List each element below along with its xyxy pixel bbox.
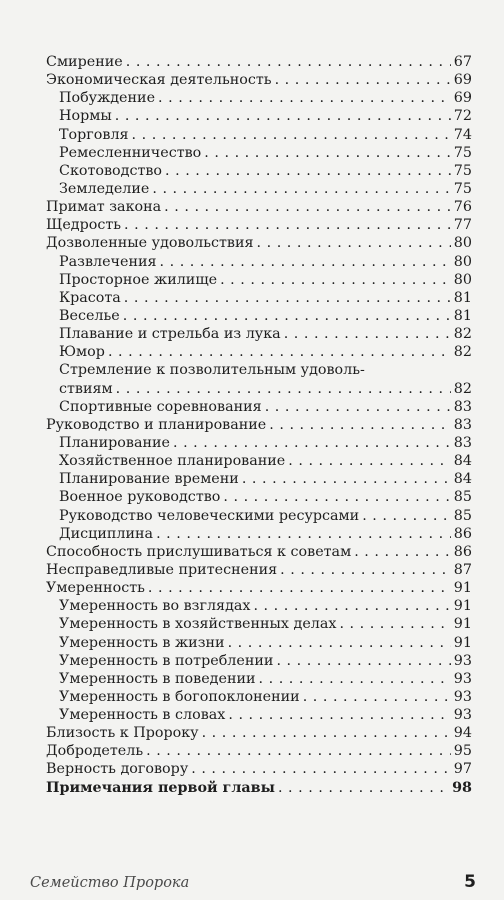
dot-leader — [280, 561, 451, 579]
dot-leader — [148, 579, 451, 597]
toc-entry-page: 77 — [453, 217, 472, 234]
toc-entry-page: 98 — [452, 779, 472, 796]
toc-entry-title: Юмор — [59, 344, 105, 361]
toc-entry-page: 81 — [453, 289, 472, 306]
toc-entry-title: Торговля — [59, 126, 129, 143]
toc-entry — [46, 307, 472, 325]
toc-entry — [46, 325, 472, 343]
dot-leader — [126, 53, 451, 71]
toc-entry-title: Побуждение — [59, 90, 156, 107]
dot-leader — [284, 325, 451, 343]
toc-entry-title: Дисциплина — [59, 525, 154, 542]
toc-entry-title: Близость к Пророку — [46, 725, 199, 742]
toc-entry-title: Умеренность в словах — [59, 707, 226, 724]
toc-entry-title: Земледелие — [59, 180, 150, 197]
toc-entry — [46, 434, 472, 452]
dot-leader — [269, 416, 451, 434]
dot-leader — [257, 234, 451, 252]
toc-entry-page: 81 — [453, 307, 472, 324]
dot-leader — [303, 688, 451, 706]
dot-leader — [265, 398, 451, 416]
dot-leader — [220, 271, 451, 289]
toc-entry — [46, 779, 472, 797]
dot-leader — [223, 488, 450, 506]
toc-entry-page: 74 — [453, 126, 472, 143]
toc-entry — [46, 724, 472, 742]
toc-entry — [46, 416, 472, 434]
toc-entry-page: 97 — [453, 761, 472, 778]
dot-leader — [124, 216, 451, 234]
toc-entry-title: Руководство и планирование — [46, 416, 267, 433]
toc-entry-page: 82 — [453, 380, 472, 397]
toc-entry — [46, 198, 472, 216]
page-footer — [30, 872, 476, 892]
dot-leader — [278, 779, 449, 797]
table-of-contents — [46, 53, 472, 797]
dot-leader — [202, 724, 451, 742]
toc-entry — [46, 452, 472, 470]
dot-leader — [164, 198, 451, 216]
toc-entry-page: 80 — [453, 271, 472, 288]
toc-entry — [46, 615, 472, 633]
toc-entry-title: Несправедливые притеснения — [46, 561, 278, 578]
toc-entry — [46, 488, 472, 506]
toc-entry — [46, 53, 472, 71]
dot-leader — [275, 71, 451, 89]
dot-leader — [146, 742, 451, 760]
toc-entry-page: 87 — [453, 561, 472, 578]
dot-leader — [116, 380, 451, 398]
toc-entry — [46, 652, 472, 670]
toc-entry-title: Просторное жилище — [59, 271, 218, 288]
toc-entry-page: 83 — [453, 416, 472, 433]
dot-leader — [165, 162, 451, 180]
toc-entry-page: 91 — [453, 580, 472, 597]
dot-leader — [339, 615, 450, 633]
toc-entry-page: 85 — [453, 507, 472, 524]
toc-entry-page: 86 — [453, 525, 472, 542]
toc-entry — [46, 507, 472, 525]
toc-entry — [46, 670, 472, 688]
dot-leader — [124, 289, 451, 307]
toc-entry-page: 95 — [453, 743, 472, 760]
toc-entry — [46, 579, 472, 597]
toc-entry — [46, 343, 472, 361]
toc-entry-title: Дозволенные удовольствия — [46, 235, 254, 252]
toc-entry-title: Руководство человеческими ресурсами — [59, 507, 360, 524]
dot-leader — [123, 307, 451, 325]
dot-leader — [242, 470, 451, 488]
toc-entry-title: Добродетель — [46, 743, 144, 760]
toc-entry — [46, 180, 472, 198]
dot-leader — [160, 253, 451, 271]
toc-entry — [46, 470, 472, 488]
toc-entry-page: 93 — [453, 652, 472, 669]
dot-leader — [288, 452, 451, 470]
toc-entry-title: Плавание и стрельба из лука — [59, 326, 281, 343]
toc-entry-page: 85 — [453, 489, 472, 506]
toc-entry-page: 91 — [453, 616, 472, 633]
toc-entry-page: 75 — [453, 162, 472, 179]
toc-entry-page: 91 — [453, 634, 472, 651]
dot-leader — [191, 760, 451, 778]
toc-entry — [46, 289, 472, 307]
toc-entry-title: Примат закона — [46, 199, 162, 216]
toc-entry — [46, 361, 472, 379]
toc-entry-page: 69 — [453, 72, 472, 89]
toc-entry-title: Умеренность в потреблении — [59, 652, 274, 669]
toc-entry — [46, 216, 472, 234]
dot-leader — [253, 597, 450, 615]
toc-entry — [46, 561, 472, 579]
toc-entry-title: Ремесленничество — [59, 144, 202, 161]
toc-entry-page: 76 — [453, 199, 472, 216]
toc-entry — [46, 253, 472, 271]
toc-entry-page: 83 — [453, 398, 472, 415]
toc-entry — [46, 634, 472, 652]
toc-entry-page: 67 — [453, 54, 472, 70]
toc-entry — [46, 89, 472, 107]
toc-entry-title: Военное руководство — [59, 489, 221, 506]
dot-leader — [115, 107, 451, 125]
toc-entry — [46, 107, 472, 125]
dot-leader — [228, 634, 451, 652]
toc-entry — [46, 162, 472, 180]
dot-leader — [354, 543, 451, 561]
toc-entry-title: Умеренность в поведении — [59, 670, 256, 687]
toc-entry-title: Умеренность — [46, 580, 145, 597]
toc-entry-title: Планирование — [59, 434, 170, 451]
running-title: Семейство Пророка — [30, 875, 190, 891]
toc-entry — [46, 271, 472, 289]
toc-entry-title: Умеренность во взглядах — [59, 598, 251, 615]
toc-entry-page: 75 — [453, 144, 472, 161]
toc-entry-title: Планирование времени — [59, 471, 239, 488]
toc-entry-title: Стремление к позволительным удоволь- — [59, 362, 365, 379]
dot-leader — [228, 706, 450, 724]
toc-entry-page: 82 — [453, 344, 472, 361]
toc-entry — [46, 234, 472, 252]
toc-entry-title: Хозяйственное планирование — [59, 453, 286, 470]
dot-leader — [204, 144, 451, 162]
toc-entry-page: 93 — [453, 670, 472, 687]
toc-entry — [46, 760, 472, 778]
toc-entry-page: 72 — [453, 108, 472, 125]
toc-entry-page: 86 — [453, 543, 472, 560]
toc-entry — [46, 525, 472, 543]
toc-entry-title: Умеренность в жизни — [59, 634, 225, 651]
toc-entry — [46, 144, 472, 162]
toc-entry-page: 94 — [453, 725, 472, 742]
toc-entry-page: 91 — [453, 598, 472, 615]
toc-entry-page: 80 — [453, 235, 472, 252]
dot-leader — [132, 126, 451, 144]
dot-leader — [108, 343, 451, 361]
toc-entry-page: 75 — [453, 180, 472, 197]
toc-entry-title: Примечания первой главы — [46, 779, 275, 796]
toc-entry — [46, 71, 472, 89]
toc-entry-title: Верность договору — [46, 761, 189, 778]
toc-entry-title: Развлечения — [59, 253, 157, 270]
toc-entry-page: 93 — [453, 688, 472, 705]
dot-leader — [276, 652, 450, 670]
toc-entry-title: Умеренность в хозяйственных делах — [59, 616, 337, 633]
dot-leader — [156, 525, 451, 543]
toc-entry — [46, 398, 472, 416]
toc-entry-title: Скотоводство — [59, 162, 163, 179]
dot-leader — [152, 180, 450, 198]
dot-leader — [173, 434, 451, 452]
toc-entry-title: Способность прислушиваться к советам — [46, 543, 352, 560]
toc-entry-title: Нормы — [59, 108, 112, 125]
toc-entry-page: 84 — [453, 453, 472, 470]
toc-entry — [46, 742, 472, 760]
toc-entry-page: 82 — [453, 326, 472, 343]
toc-entry-title: Красота — [59, 289, 121, 306]
toc-entry — [46, 126, 472, 144]
dot-leader — [362, 507, 451, 525]
toc-entry-page: 83 — [453, 434, 472, 451]
toc-entry-page: 80 — [453, 253, 472, 270]
toc-entry-title: ствиям — [59, 380, 113, 397]
toc-entry-page: 69 — [453, 90, 472, 107]
toc-entry — [46, 380, 472, 398]
toc-entry-page: 93 — [453, 707, 472, 724]
toc-entry — [46, 597, 472, 615]
toc-entry — [46, 706, 472, 724]
toc-entry-title: Умеренность в богопоклонении — [59, 688, 300, 705]
toc-entry-title: Экономическая деятельность — [46, 72, 272, 89]
toc-entry-title: Щедрость — [46, 217, 122, 234]
page-number: 5 — [464, 872, 476, 892]
dot-leader — [158, 89, 451, 107]
toc-entry — [46, 543, 472, 561]
toc-entry-page: 84 — [453, 471, 472, 488]
toc-entry-title: Спортивные соревнования — [59, 398, 262, 415]
toc-entry-title: Веселье — [59, 307, 120, 324]
toc-entry-title: Смирение — [46, 54, 123, 70]
toc-entry — [46, 688, 472, 706]
dot-leader — [259, 670, 451, 688]
